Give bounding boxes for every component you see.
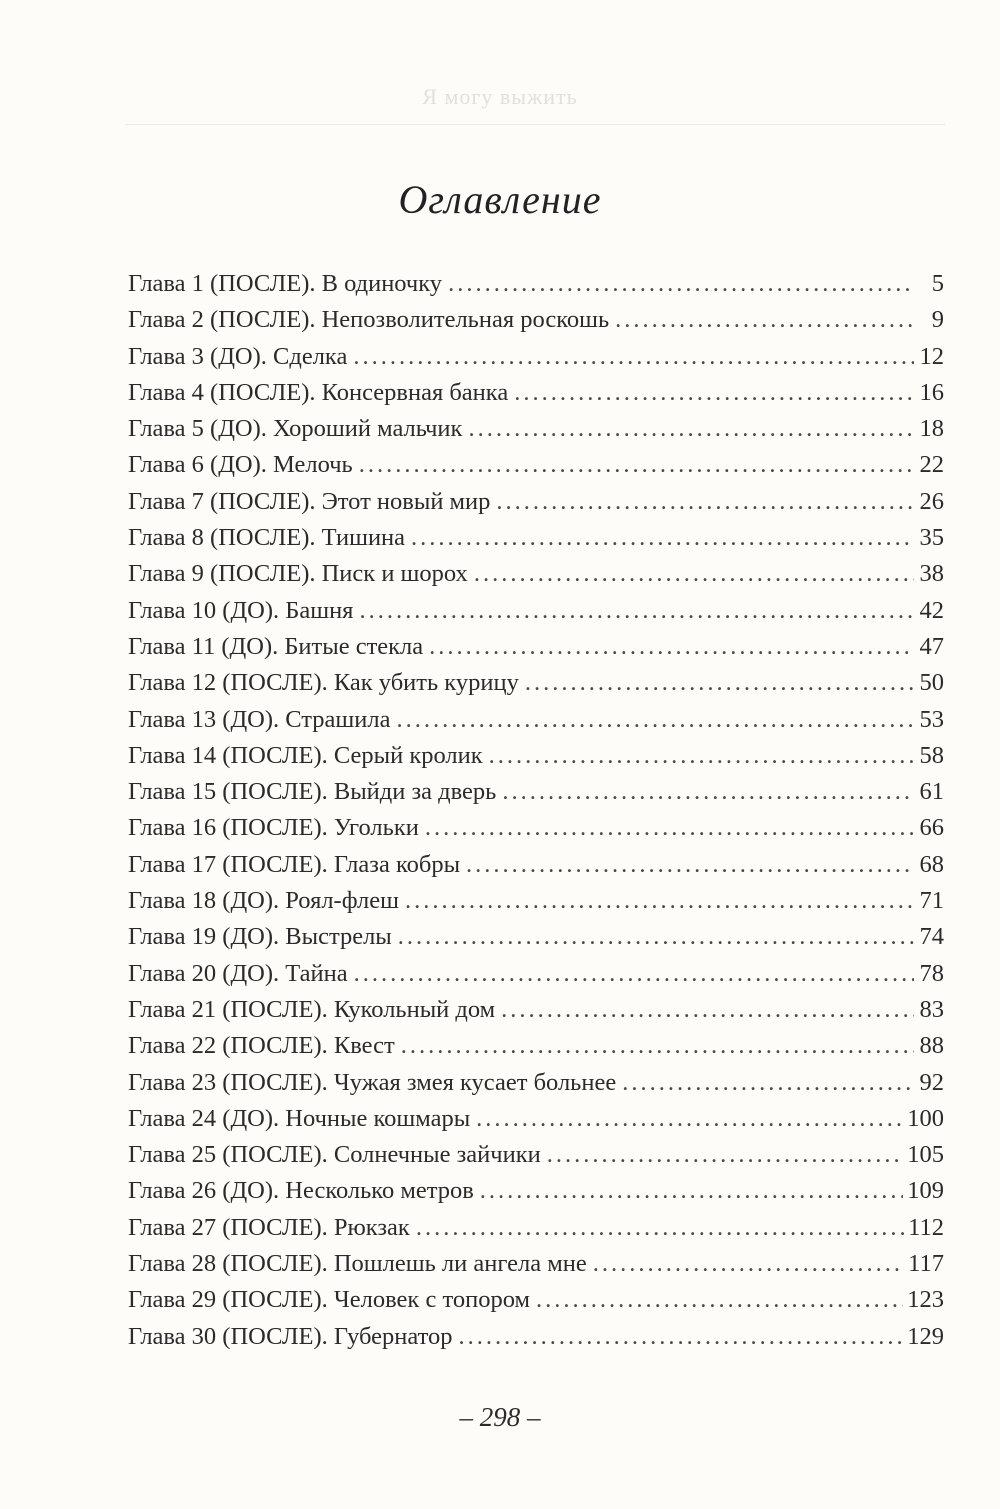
toc-entry-title: Глава 30 (ПОСЛЕ). Губернатор [128, 1322, 453, 1350]
toc-entry [128, 1137, 944, 1173]
dot-leader [416, 1210, 904, 1246]
dot-leader [474, 556, 914, 592]
toc-entry-page: 71 [919, 887, 944, 915]
toc-entry [128, 1028, 944, 1064]
toc-entry [128, 1246, 944, 1282]
header-divider [125, 124, 945, 125]
dot-leader [429, 629, 914, 665]
dot-leader [468, 411, 914, 447]
toc-entry-title: Глава 8 (ПОСЛЕ). Тишина [128, 524, 406, 552]
dot-leader [425, 810, 914, 846]
toc-entry [128, 847, 944, 883]
toc-entry-page: 74 [919, 923, 944, 951]
dot-leader [496, 484, 914, 520]
toc-entry-page: 68 [919, 850, 944, 878]
toc-entry-page: 78 [919, 959, 944, 987]
dot-leader [353, 339, 914, 375]
toc-entry [128, 302, 944, 338]
toc-entry-page: 123 [907, 1286, 944, 1314]
toc-entry [128, 1210, 944, 1246]
table-of-contents [128, 266, 944, 1355]
toc-entry-title: Глава 2 (ПОСЛЕ). Непозволительная роскошь [128, 306, 610, 334]
toc-entry-page: 88 [919, 1032, 944, 1060]
running-header: Я могу выжить [422, 84, 578, 109]
dot-leader [502, 774, 914, 810]
toc-entry [128, 593, 944, 629]
toc-entry-title: Глава 11 (ДО). Битые стекла [128, 632, 424, 660]
dot-leader [480, 1173, 903, 1209]
dot-leader [615, 302, 914, 338]
dot-leader [514, 375, 914, 411]
toc-entry [128, 810, 944, 846]
toc-entry-title: Глава 25 (ПОСЛЕ). Солнечные зайчики [128, 1141, 541, 1169]
toc-entry-title: Глава 6 (ДО). Мелочь [128, 451, 353, 479]
toc-entry-page: 117 [908, 1250, 944, 1278]
toc-entry-title: Глава 12 (ПОСЛЕ). Как убить курицу [128, 669, 519, 697]
dot-leader [359, 447, 914, 483]
toc-entry [128, 1282, 944, 1318]
toc-entry-page: 53 [919, 705, 944, 733]
toc-entry-page: 38 [919, 560, 944, 588]
dot-leader [459, 1319, 904, 1355]
toc-entry-page: 9 [931, 306, 944, 334]
toc-entry-page: 100 [907, 1104, 944, 1132]
toc-entry [128, 738, 944, 774]
dot-leader [593, 1246, 904, 1282]
toc-entry-page: 42 [919, 596, 944, 624]
toc-entry-title: Глава 15 (ПОСЛЕ). Выйди за дверь [128, 778, 497, 806]
toc-entry-title: Глава 4 (ПОСЛЕ). Консервная банка [128, 378, 509, 406]
toc-entry-title: Глава 17 (ПОСЛЕ). Глаза кобры [128, 850, 461, 878]
toc-entry [128, 665, 944, 701]
toc-entry [128, 1065, 944, 1101]
toc-entry [128, 266, 944, 302]
toc-entry-title: Глава 18 (ДО). Роял-флеш [128, 887, 399, 915]
toc-entry [128, 702, 944, 738]
toc-entry-title: Глава 27 (ПОСЛЕ). Рюкзак [128, 1213, 410, 1241]
toc-entry-page: 18 [919, 415, 944, 443]
toc-entry-title: Глава 10 (ДО). Башня [128, 596, 354, 624]
toc-entry [128, 956, 944, 992]
toc-entry-page: 58 [919, 741, 944, 769]
toc-entry-title: Глава 1 (ПОСЛЕ). В одиночку [128, 270, 443, 297]
toc-entry-title: Глава 22 (ПОСЛЕ). Квест [128, 1032, 395, 1060]
toc-entry-page: 47 [919, 632, 944, 660]
toc-entry-title: Глава 29 (ПОСЛЕ). Человек с топором [128, 1286, 530, 1314]
toc-entry [128, 375, 944, 411]
toc-entry [128, 883, 944, 919]
toc-entry-title: Глава 23 (ПОСЛЕ). Чужая змея кусает больнее [128, 1068, 617, 1096]
dot-leader [405, 883, 914, 919]
toc-entry [128, 411, 944, 447]
toc-entry-title: Глава 28 (ПОСЛЕ). Пошлешь ли ангела мне [128, 1250, 587, 1278]
toc-entry [128, 919, 944, 955]
dot-leader [359, 593, 914, 629]
toc-title: Оглавление [398, 177, 602, 222]
dot-leader [547, 1137, 904, 1173]
toc-entry-page: 35 [919, 524, 944, 552]
dot-leader [622, 1065, 914, 1101]
toc-entry-title: Глава 5 (ДО). Хороший мальчик [128, 415, 463, 443]
dot-leader [501, 992, 914, 1028]
toc-entry-title: Глава 3 (ДО). Сделка [128, 342, 348, 370]
dot-leader [536, 1282, 903, 1318]
toc-entry [128, 484, 944, 520]
toc-entry-page: 129 [907, 1322, 944, 1350]
toc-entry-page: 22 [919, 451, 944, 479]
dot-leader [466, 847, 914, 883]
toc-entry-page: 16 [919, 378, 944, 406]
toc-entry [128, 774, 944, 810]
toc-entry-page: 105 [907, 1141, 944, 1169]
toc-entry-page: 92 [919, 1068, 944, 1096]
toc-entry-title: Глава 24 (ДО). Ночные кошмары [128, 1104, 471, 1132]
toc-entry-page: 50 [919, 669, 944, 697]
toc-entry-title: Глава 14 (ПОСЛЕ). Серый кролик [128, 741, 483, 769]
toc-entry-page: 26 [919, 487, 944, 515]
toc-entry-page: 112 [908, 1213, 944, 1241]
dot-leader [354, 956, 914, 992]
toc-entry [128, 1319, 944, 1355]
toc-entry-page: 12 [919, 342, 944, 370]
toc-entry-title: Глава 20 (ДО). Тайна [128, 959, 348, 987]
toc-entry-title: Глава 13 (ДО). Страшила [128, 705, 391, 733]
dot-leader [525, 665, 914, 701]
page-number: – 298 – [459, 1402, 541, 1432]
toc-entry [128, 992, 944, 1028]
toc-entry-page: 83 [919, 995, 944, 1023]
dot-leader [489, 738, 914, 774]
toc-entry-page: 109 [907, 1177, 944, 1205]
dot-leader [448, 266, 914, 302]
toc-entry [128, 447, 944, 483]
dot-leader [397, 702, 915, 738]
toc-entry [128, 629, 944, 665]
toc-entry [128, 1173, 944, 1209]
toc-entry-title: Глава 9 (ПОСЛЕ). Писк и шорох [128, 560, 468, 588]
dot-leader [398, 919, 914, 955]
toc-entry [128, 339, 944, 375]
toc-entry-page: 61 [919, 778, 944, 806]
toc-entry-page: 66 [919, 814, 944, 842]
dot-leader [476, 1101, 903, 1137]
toc-entry-title: Глава 21 (ПОСЛЕ). Кукольный дом [128, 995, 496, 1023]
dot-leader [401, 1028, 914, 1064]
toc-entry-title: Глава 19 (ДО). Выстрелы [128, 923, 392, 951]
toc-entry-title: Глава 7 (ПОСЛЕ). Этот новый мир [128, 487, 491, 515]
dot-leader [411, 520, 914, 556]
toc-entry [128, 556, 944, 592]
toc-entry-title: Глава 16 (ПОСЛЕ). Угольки [128, 814, 419, 842]
toc-entry [128, 520, 944, 556]
toc-entry-title: Глава 26 (ДО). Несколько метров [128, 1177, 474, 1205]
toc-entry-page: 5 [931, 270, 944, 297]
toc-entry [128, 1101, 944, 1137]
